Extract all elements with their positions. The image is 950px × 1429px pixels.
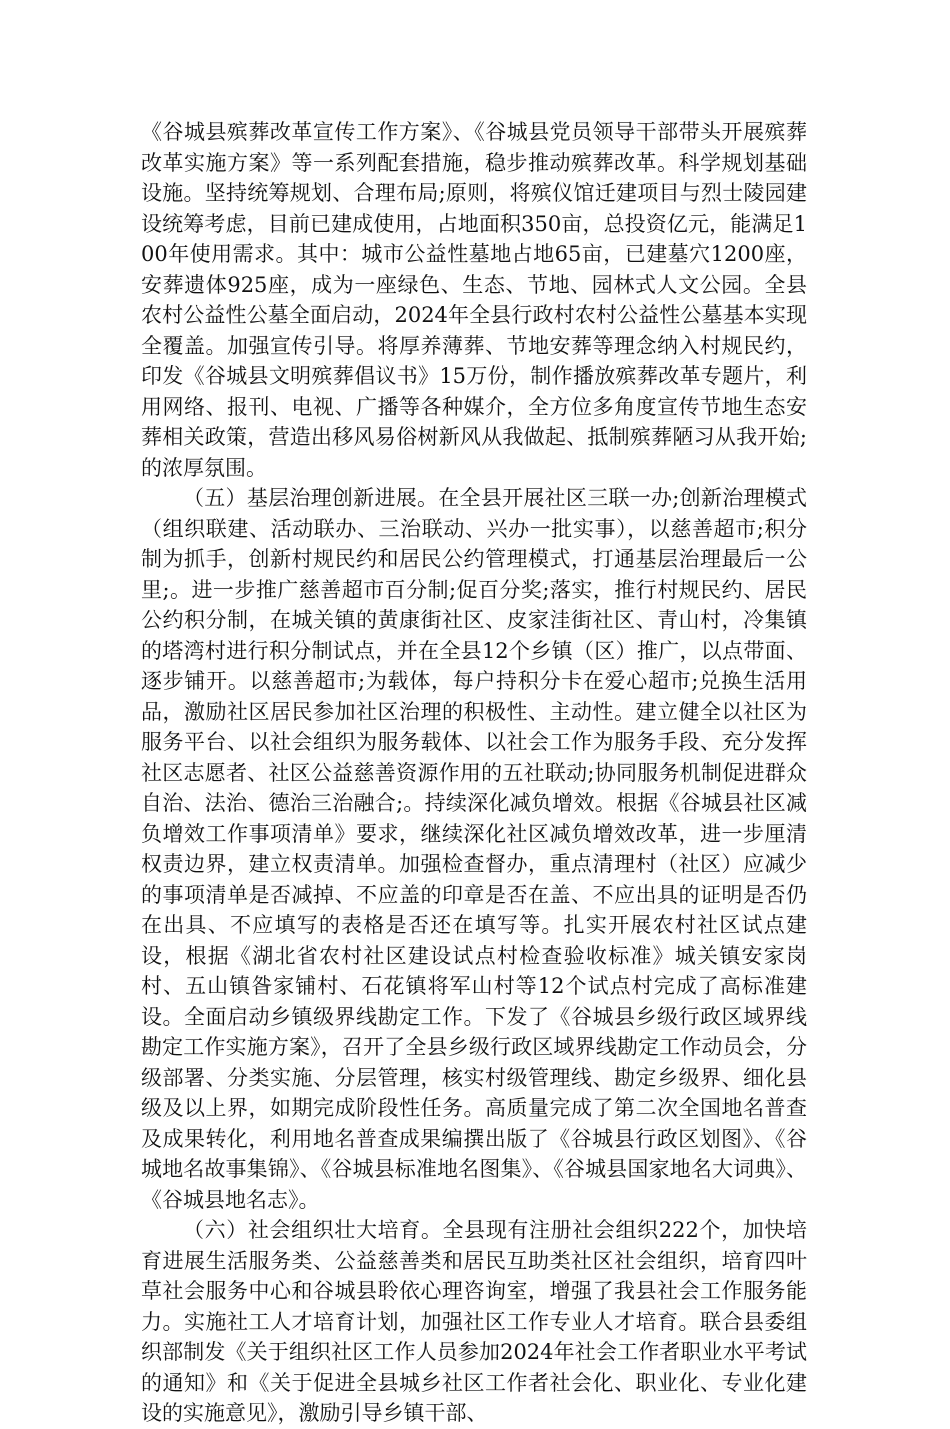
paragraph-grassroots-governance: （五）基层治理创新进展。在全县开展社区三联一办;创新治理模式（组织联建、活动联办、三治联动、兴办一批实事），以慈善超市;积分制为抓手，创新村规民约和居民公约管理模式，打通基层治理最后一公里;。进一步推广慈善超市百分制;促百分奖;落实，推行村规民约、居民公约积分制，在城关镇的黄康街社区、皮家洼街社区、青山村，冷集镇的塔湾村进行积分制试点，并在全县12个乡镇（区）推广，以点带面、逐步铺开。以慈善超市;为载体，每户持积分卡在爱心超市;兑换生活用品，激励社区居民参加社区治理的积极性、主动性。建立健全以社区为服务平台、以社会组织为服务载体、以社会工作为服务手段、充分发挥社区志愿者、社区公益慈善资源作用的五社联动;协同服务机制促进群众自治、法治、德治三治融合;。持续深化减负增效。根据《谷城县社区减负增效工作事项清单》要求，继续深化社区减负增效改革，进一步厘清权责边界，建立权责清单。加强检查督办，重点清理村（社区）应减少的事项清单是否减掉、不应盖的印章是否在盖、不应出具的证明是否仍在出具、不应填写的表格是否还在填写等。扎实开展农村社区试点建设，根据《湖北省农村社区建设试点村检查验收标准》城关镇安家岗村、五山镇昝家铺村、石花镇将军山村等12个试点村完成了高标准建设。全面启动乡镇级界线勘定工作。下发了《谷城县乡级行政区域界线勘定工作实施方案》，召开了全县乡级行政区域界线勘定工作动员会，分级部署、分类实施、分层管理，核实村级管理线、勘定乡级界、细化县级及以上界，如期完成阶段性任务。高质量完成了第二次全国地名普查及成果转化，利用地名普查成果编撰出版了《谷城县行政区划图》、《谷城地名故事集锦》、《谷城县标准地名图集》、《谷城县国家地名大词典》、《谷城县地名志》。 [141, 486, 807, 1212]
document-body [141, 117, 807, 1429]
paragraph-funeral-reform: 《谷城县殡葬改革宣传工作方案》、《谷城县党员领导干部带头开展殡葬改革实施方案》等一系列配套措施，稳步推动殡葬改革。科学规划基础设施。坚持统筹规划、合理布局;原则，将殡仪馆迁建项目与烈士陵园建设统筹考虑，目前已建成使用，占地面积350亩，总投资亿元，能满足100年使用需求。其中：城市公益性墓地占地65亩，已建墓穴1200座，安葬遗体925座，成为一座绿色、生态、节地、园林式人文公园。全县农村公益性公墓全面启动，2024年全县行政村农村公益性公墓基本实现全覆盖。加强宣传引导。将厚养薄葬、节地安葬等理念纳入村规民约，印发《谷城县文明殡葬倡议书》15万份，制作播放殡葬改革专题片，利用网络、报刊、电视、广播等各种媒介，全方位多角度宣传节地生态安葬相关政策，营造出移风易俗树新风从我做起、抵制殡葬陋习从我开始;的浓厚氛围。 [141, 120, 807, 480]
paragraph-social-organizations: （六）社会组织壮大培育。全县现有注册社会组织222个，加快培育进展生活服务类、公益慈善类和居民互助类社区社会组织，培育四叶草社会服务中心和谷城县聆依心理咨询室，增强了我县社会工作服务能力。实施社工人才培育计划，加强社区工作专业人才培育。联合县委组织部制发《关于组织社区工作人员参加2024年社会工作者职业水平考试的通知》和《关于促进全县城乡社区工作者社会化、职业化、专业化建设的实施意见》，激励引导乡镇干部、 [141, 1218, 807, 1425]
